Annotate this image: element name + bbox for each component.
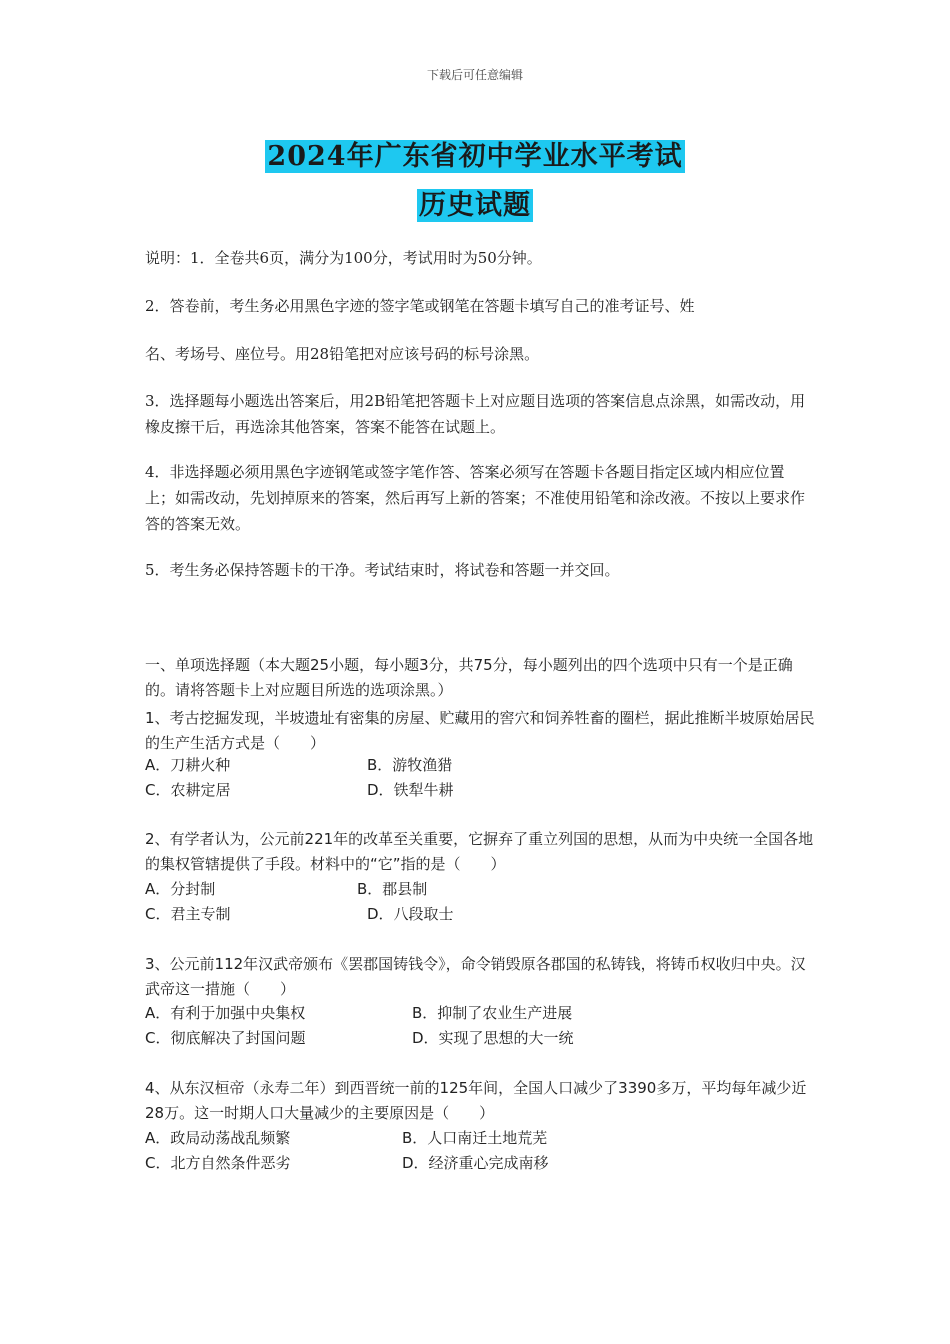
question-3-options	[145, 1001, 815, 1051]
q4-option-a: A．政局动荡战乱频繁	[145, 1129, 291, 1147]
instruction-1: 说明：1．全卷共6页，满分为100分，考试用时为50分钟。	[145, 249, 542, 267]
question-1-options	[145, 753, 815, 803]
q3-option-b: B．抑制了农业生产进展	[412, 1004, 573, 1022]
instruction-2b: 名、考场号、座位号。用28铅笔把对应该号码的标号涂黑。	[145, 345, 540, 363]
q2-option-d: D．八段取士	[367, 905, 454, 923]
question-3-text: 3、公元前112年汉武帝颁布《罢郡国铸钱令》，命令销毁原各郡国的私铸钱，将铸币权收归中央。汉武帝这一措施（ ）	[145, 955, 806, 998]
q3-option-a: A．有利于加强中央集权	[145, 1004, 306, 1022]
instruction-3: 3．选择题每小题选出答案后，用2B铅笔把答题卡上对应题目选项的答案信息点涂黑，如需改动，用橡皮擦干后，再选涂其他答案，答案不能答在试题上。	[145, 392, 806, 436]
q1-option-c: C．农耕定居	[145, 781, 231, 799]
question-4-text: 4、从东汉桓帝（永寿二年）到西晋统一前的125年间，全国人口减少了3390多万，平均每年减少近28万。这一时期人口大量减少的主要原因是（ ）	[145, 1079, 807, 1122]
q4-option-d: D．经济重心完成南移	[402, 1154, 549, 1172]
q4-option-b: B．人口南迁土地荒芜	[402, 1129, 548, 1147]
instruction-5: 5．考生务必保持答题卡的干净。考试结束时，将试卷和答题一并交回。	[145, 561, 620, 579]
q3-option-d: D．实现了思想的大一统	[412, 1029, 574, 1047]
question-1-text: 1、考古挖掘发现，半坡遗址有密集的房屋、贮藏用的窖穴和饲养牲畜的圈栏，据此推断半坡原始居民的生产生活方式是（ ）	[145, 709, 815, 752]
question-4-options	[145, 1126, 815, 1176]
title-line-2-text: 历史试题	[419, 190, 531, 221]
instruction-2a: 2．答卷前，考生务必用黑色字迹的签字笔或钢笔在答题卡填写自己的准考证号、姓	[145, 297, 695, 315]
q2-option-b: B．郡县制	[357, 880, 428, 898]
q3-option-c: C．彻底解决了封国问题	[145, 1029, 306, 1047]
title-line-1-text: 2024年广东省初中学业水平考试	[267, 141, 683, 172]
section-heading: 一、单项选择题（本大题25小题，每小题3分，共75分，每小题列出的四个选项中只有一个是正确的。请将答题卡上对应题目所选的选项涂黑。）	[145, 656, 793, 699]
q2-option-c: C．君主专制	[145, 905, 231, 923]
instruction-4: 4．非选择题必须用黑色字迹钢笔或签字笔作答、答案必须写在答题卡各题目指定区域内相应位置上；如需改动，先划掉原来的答案，然后再写上新的答案；不准使用铅笔和涂改液。不按以上要求作答的答案无效。	[145, 463, 806, 533]
title-line-1	[0, 134, 950, 173]
q1-option-b: B．游牧渔猎	[367, 756, 453, 774]
q2-option-a: A．分封制	[145, 880, 216, 898]
q1-option-a: A．刀耕火种	[145, 756, 231, 774]
question-2-text: 2、有学者认为，公元前221年的改革至关重要，它摒弃了重立列国的思想，从而为中央统一全国各地的集权管辖提供了手段。材料中的“它”指的是（ ）	[145, 830, 814, 873]
question-2-options	[145, 877, 815, 927]
q1-option-d: D．铁犁牛耕	[367, 781, 454, 799]
q4-option-c: C．北方自然条件恶劣	[145, 1154, 291, 1172]
header-note: 下载后可任意编辑	[426, 68, 523, 82]
title-line-2	[0, 183, 950, 222]
